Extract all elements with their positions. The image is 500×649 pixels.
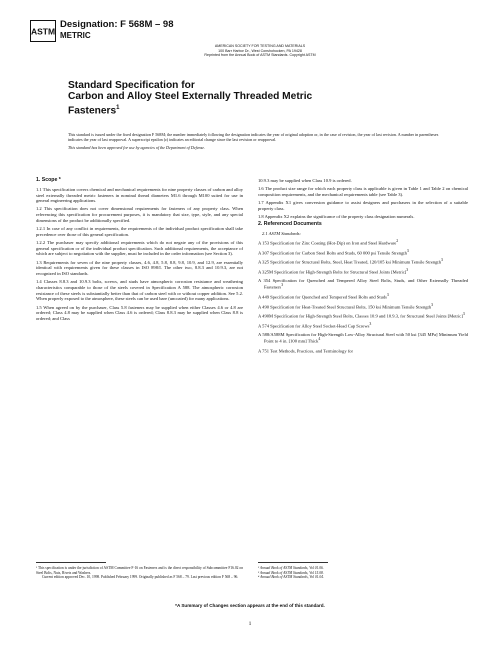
paragraph: 1.6 The product size range for which each property class is applicable is given in Table 1 and Table 2 on chemical composition requirements, and the mechanical requirements table (see Table 3). — [258, 186, 468, 197]
summary-of-changes-note: *A Summary of Changes section appears at the end of this standard. — [175, 603, 325, 608]
paragraph: 1.2.1 In case of any conflict in requirements, the requirements of the individual product specification shall take precedence over those of this general specification. — [36, 226, 243, 237]
paragraph: 1.5 When agreed on by the purchaser, Class 5.8 fasteners may be supplied when either Classes 4.6 or 4.8 are ordered; Class 4.8 may be supplied when Class 4.6 is ordered; Class 8.8.3 may be supplied when Class 8.8 is ordered; and Class — [36, 304, 243, 322]
subheading-astm-standards: 2.1 ASTM Standards: — [262, 230, 302, 236]
paragraph: 1.2.2 The purchaser may specify additional requirements which do not negate any of the provisions of this general specification or of the individual product specification. Such additional requirements, the acceptance of which are subject to negotiation with the supplier, must be included in the order information (see Section 3). — [36, 239, 243, 257]
reference-item — [258, 239, 468, 246]
reference-text: A 449 Specification for Quenched and Tempered Steel Bolts and Studs — [258, 294, 387, 300]
reference-footnote-mark: 3 — [440, 258, 443, 263]
footnote-rule-right — [258, 562, 328, 563]
dod-approval-note: This standard has been approved for use by agencies of the Department of Defense. — [68, 145, 206, 150]
reference-item — [258, 312, 468, 319]
reference-item — [258, 249, 468, 256]
reference-text: A 490M Specification for High-Strength Steel Bolts, Classes 10.9 and 10.9.3, for Structural Steel Joints [Metric] — [258, 313, 463, 319]
footnote: ⁴ Annual Book of ASTM Standards, Vol 01.04. — [258, 575, 324, 580]
footnote: Current edition approved Dec. 10, 1998. Published February 1999. Originally published as F 568 – 79. Last previous edition F 568 – 96. — [42, 575, 239, 580]
reference-footnote-mark: 2 — [396, 238, 399, 243]
intro-paragraph: This standard is issued under the fixed designation F 568M; the number immediately following the designation indicates the year of original adoption or, in the case of revision, the year of last revision. A number in parentheses indicates the year of last reapproval. A superscript epsilon (ε) indicates an editorial change since the last revision or reapproval. — [68, 132, 439, 142]
paragraph: 1.4 Classes 8.8.3 and 10.9.3 bolts, screws, and studs have atmospheric corrosion resistance and weathering characteristics comparable to those of the steels covered in Specification A 588. The atmospheric corrosion resistance of these steels is substantially better than that of carbon steel with or without copper addition. See 5.2. When properly exposed to the atmosphere, these steels can be used bare (uncoated) for many applications. — [36, 279, 243, 302]
page-number: 1 — [248, 621, 252, 627]
reference-text: A 490 Specification for Heat-Treated Steel Structural Bolts, 150 ksi Minimum Tensile Strength — [258, 304, 432, 310]
section-heading-referenced-documents: 2. Referenced Documents — [258, 221, 322, 228]
reference-footnote-mark: 3 — [406, 248, 409, 253]
reference-text: A 588/A588M Specification for High-Strength Low-Alloy Structural Steel with 50 ksi [345 MPa] Minimum Yield Point to 4 in. [100 mm] Thick — [258, 331, 468, 344]
logo-text: ASTM — [30, 26, 56, 37]
reference-text: A 325M Specification for High-Strength Bolts for Structural Steel Joints [Metric] — [258, 269, 407, 275]
reprint-note: Reprinted from the Annual Book of ASTM Standards. Copyright ASTM — [204, 53, 316, 58]
reference-item — [258, 268, 468, 275]
reference-text: A 751 Test Methods, Practices, and Terminology for — [258, 348, 354, 354]
paragraph: 1.3 Requirements for seven of the nine property classes, 4.6, 4.8, 5.8, 8.8, 9.8, 10.9, and 12.9, are essentially identical with requirements given for these classes in ISO 898/I. The other two, 8.8.3 and 10.9.3, are not recognized in ISO standards. — [36, 259, 243, 277]
society-name: AMERICAN SOCIETY FOR TESTING AND MATERIALS — [214, 44, 306, 48]
paragraph: 1.7 Appendix X1 gives conversion guidance to assist designers and purchasers in the selection of a suitable property class. — [258, 200, 468, 211]
reference-footnote-mark: 3 — [431, 302, 433, 307]
reference-item — [258, 332, 468, 345]
reference-text: A 153 Specification for Zinc Coating (Hot-Dip) on Iron and Steel Hardware — [258, 240, 397, 246]
footnote: ² Annual Book of ASTM Standards, Vol 01.06. — [258, 566, 324, 570]
reference-footnote-mark: 3 — [462, 312, 465, 317]
reference-footnote-mark: 3 — [281, 283, 284, 288]
reference-item — [258, 293, 468, 300]
title-line-1: Standard Specification for — [68, 80, 195, 91]
paragraph: 10.9.3 may be supplied when Class 10.9 is ordered. — [258, 178, 352, 183]
paragraph: 1.1 This specification covers chemical and mechanical requirements for nine property classes of carbon and alloy steel externally threaded metric fasteners in nominal thread diameters M1.6 through M100 suited for use in general engineering applications. — [36, 186, 243, 204]
astm-logo — [30, 20, 56, 42]
reference-text: A 574 Specification for Alloy Steel Socket-Head Cap Screws — [258, 323, 370, 329]
reference-item — [258, 278, 468, 291]
reference-list — [258, 239, 468, 354]
footnote: ¹ This specification is under the jurisdiction of ASTM Committee F-16 on Fasteners and is the direct responsibility of Subcommittee F16.02 on Steel Bolts, Nuts, Rivets and Washers. — [36, 566, 243, 575]
footnote-rule-left — [36, 562, 106, 563]
reference-text: A 307 Specification for Carbon Steel Bolts and Studs, 60 000 psi Tensile Strength — [258, 250, 407, 256]
reference-item — [258, 258, 468, 265]
reference-item — [258, 347, 468, 354]
footnotes-left — [36, 566, 243, 580]
footnote: ³ Annual Book of ASTM Standards, Vol 15.08. — [258, 570, 324, 575]
left-column — [36, 178, 243, 324]
designation: Designation: F 568M – 98 — [60, 19, 174, 30]
paragraph: 1.8 Appendix X2 explains the significance of the property class designation numerals. — [258, 213, 415, 219]
reference-item — [258, 322, 468, 329]
paragraph: 1.2 This specification does not cover dimensional requirements for fasteners of any property class. When referencing this specification for procurement purposes, it is mandatory that size, type, style, and any special dimensions of the product be additionally specified. — [36, 206, 243, 223]
reference-text: A 354 Specification for Quenched and Tempered Alloy Steel Bolts, Studs, and Other Externally Threaded Fasteners — [258, 277, 468, 290]
society-address: 100 Barr Harbor Dr., West Conshohocken, PA 19428 — [218, 48, 302, 53]
reference-item — [258, 303, 468, 310]
title-footnote-mark: 1 — [116, 104, 120, 111]
right-column — [258, 178, 468, 357]
reference-footnote-mark: 4 — [318, 337, 321, 342]
document-title — [68, 80, 428, 117]
reference-footnote-mark: 3 — [386, 292, 389, 297]
title-line-2: Carbon and Alloy Steel Externally Threaded Metric — [68, 91, 313, 103]
reference-footnote-mark: 3 — [369, 321, 372, 326]
section-heading-scope: 1. Scope * — [36, 177, 61, 183]
intro-note — [68, 132, 440, 150]
metric-label: METRIC — [60, 31, 91, 40]
title-line-3: Fasteners — [68, 105, 117, 117]
footnotes-right — [258, 566, 468, 580]
reference-text: A 325 Specification for Structural Bolts, Steel, Heat Treated, 120/105 ksi Minimum Tensile Strength — [258, 259, 441, 265]
reference-footnote-mark: 3 — [406, 267, 409, 272]
society-block — [130, 44, 390, 58]
